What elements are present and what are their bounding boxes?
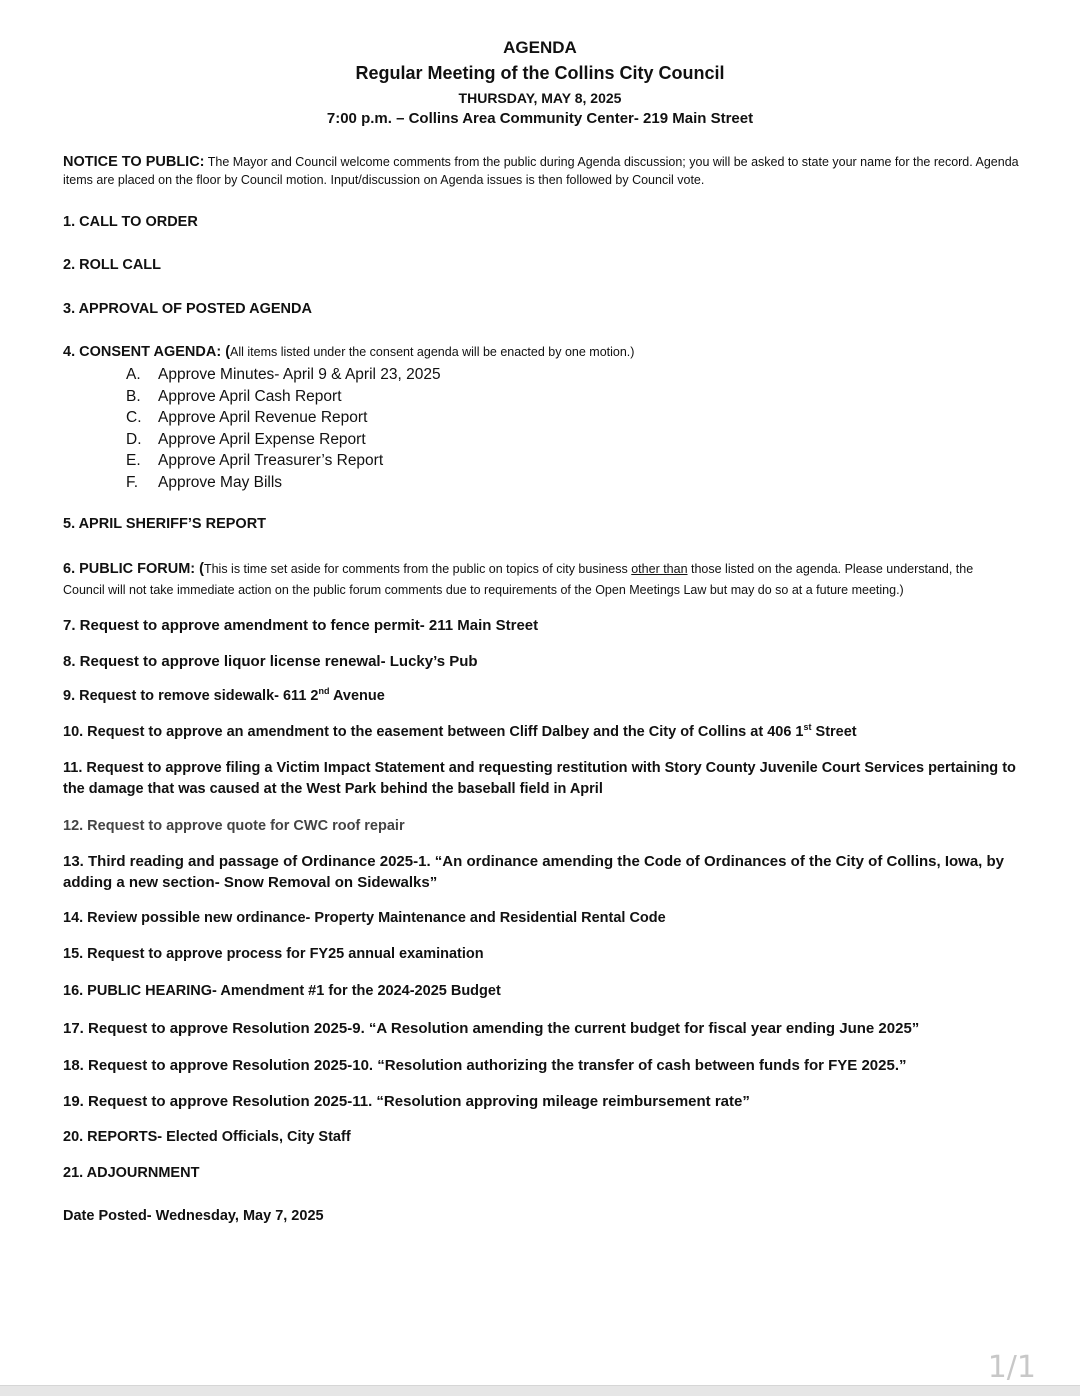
viewer-scrollbar[interactable] bbox=[0, 1385, 1080, 1396]
public-forum-note-underlined: other than bbox=[631, 562, 688, 576]
public-notice bbox=[63, 153, 1023, 189]
consent-item-letter: A. bbox=[126, 366, 141, 383]
item-10-sup: st bbox=[803, 722, 812, 733]
consent-item-text: Approve April Expense Report bbox=[158, 430, 366, 448]
agenda-item-6 bbox=[63, 559, 1018, 601]
agenda-item-21: 21. ADJOURNMENT bbox=[63, 1165, 200, 1181]
item-9-sup: nd bbox=[318, 686, 330, 697]
consent-heading: 4. CONSENT AGENDA: ( bbox=[63, 344, 231, 360]
consent-item bbox=[126, 386, 441, 408]
consent-item-text: Approve May Bills bbox=[158, 473, 283, 491]
page-indicator: 1/1 bbox=[987, 1350, 1036, 1385]
item-9-text: 9. Request to remove sidewalk- 611 2 bbox=[63, 688, 319, 704]
item-9-text-end: Avenue bbox=[329, 688, 385, 704]
consent-item bbox=[126, 364, 441, 386]
consent-item-text: Approve Minutes- April 9 & April 23, 2025 bbox=[158, 366, 441, 383]
public-forum-note-start: This is time set aside for comments from the public on topics of city business bbox=[203, 562, 632, 576]
consent-item-text: Approve April Treasurer’s Report bbox=[158, 452, 384, 470]
consent-item bbox=[126, 472, 441, 494]
public-forum-heading: 6. PUBLIC FORUM: ( bbox=[63, 561, 204, 577]
agenda-item-1: 1. CALL TO ORDER bbox=[63, 214, 198, 230]
agenda-item-9 bbox=[63, 686, 1018, 707]
agenda-item-17: 17. Request to approve Resolution 2025-9. “A Resolution amending the current budget for fiscal year ending June 2025” bbox=[63, 1020, 920, 1037]
agenda-item-8: 8. Request to approve liquor license renewal- Lucky’s Pub bbox=[63, 653, 478, 670]
consent-item bbox=[126, 407, 441, 429]
agenda-title: AGENDA bbox=[503, 38, 577, 57]
agenda-item-3: 3. APPROVAL OF POSTED AGENDA bbox=[63, 301, 312, 317]
agenda-item-15: 15. Request to approve process for FY25 annual examination bbox=[63, 946, 484, 962]
agenda-item-11: 11. Request to approve filing a Victim Impact Statement and requesting restitution with Story County Juvenile Court Services pertaining to the damage that was caused at the West Park behind the baseball field in April bbox=[63, 760, 1016, 797]
meeting-location: 7:00 p.m. – Collins Area Community Center- 219 Main Street bbox=[326, 110, 754, 127]
agenda-item-14: 14. Review possible new ordinance- Property Maintenance and Residential Rental Code bbox=[63, 910, 666, 926]
notice-lead: NOTICE TO PUBLIC: bbox=[63, 154, 205, 170]
item-10-text-end: Street bbox=[811, 724, 857, 740]
agenda-item-19: 19. Request to approve Resolution 2025-11. “Resolution approving mileage reimbursement rate” bbox=[63, 1093, 750, 1110]
agenda-item-18: 18. Request to approve Resolution 2025-10. “Resolution authorizing the transfer of cash between funds for FYE 2025.” bbox=[63, 1057, 907, 1074]
meeting-subtitle: Regular Meeting of the Collins City Council bbox=[355, 63, 725, 83]
consent-note: All items listed under the consent agenda will be enacted by one motion.) bbox=[230, 345, 635, 359]
consent-item-letter: B. bbox=[126, 387, 141, 405]
item-10-text: 10. Request to approve an amendment to the easement between Cliff Dalbey and the City of Collins at 406 1 bbox=[63, 724, 804, 740]
public-forum-note-end: those listed on the agenda. Please understand, the Council will not take immediate action on the public forum comments due to requirements of the Open Meetings Law but may do so at a future meeting.) bbox=[63, 562, 974, 597]
consent-item-letter: F. bbox=[126, 473, 139, 491]
agenda-item-12: 12. Request to approve quote for CWC roof repair bbox=[63, 818, 405, 834]
agenda-item-10 bbox=[63, 722, 1018, 743]
date-posted: Date Posted- Wednesday, May 7, 2025 bbox=[63, 1208, 324, 1224]
agenda-item-5: 5. APRIL SHERIFF’S REPORT bbox=[63, 516, 267, 532]
consent-item-letter: D. bbox=[126, 430, 142, 448]
consent-item-text: Approve April Revenue Report bbox=[158, 409, 368, 427]
agenda-item-2: 2. ROLL CALL bbox=[63, 257, 162, 273]
consent-item-letter: C. bbox=[126, 409, 142, 427]
agenda-item-16: 16. PUBLIC HEARING- Amendment #1 for the 2024-2025 Budget bbox=[63, 983, 501, 999]
agenda-item-20: 20. REPORTS- Elected Officials, City Staff bbox=[63, 1129, 351, 1145]
agenda-item-4 bbox=[63, 342, 1018, 363]
consent-item bbox=[126, 450, 441, 472]
notice-text: The Mayor and Council welcome comments from the public during Agenda discussion; you will be asked to state your name for the record. Agenda items are placed on the floor by Council motion. Input/discussion on Agenda issues is then followed by Council vote. bbox=[63, 155, 1019, 187]
consent-item-text: Approve April Cash Report bbox=[158, 387, 342, 405]
consent-item-letter: E. bbox=[126, 452, 141, 470]
agenda-item-7: 7. Request to approve amendment to fence permit- 211 Main Street bbox=[63, 617, 539, 634]
consent-item bbox=[126, 429, 441, 451]
agenda-item-13: 13. Third reading and passage of Ordinance 2025-1. “An ordinance amending the Code of Ordinances of the City of Collins, Iowa, by adding a new section- Snow Removal on Sidewalks” bbox=[63, 853, 1005, 891]
consent-list bbox=[126, 364, 441, 494]
meeting-date: THURSDAY, MAY 8, 2025 bbox=[458, 90, 622, 106]
